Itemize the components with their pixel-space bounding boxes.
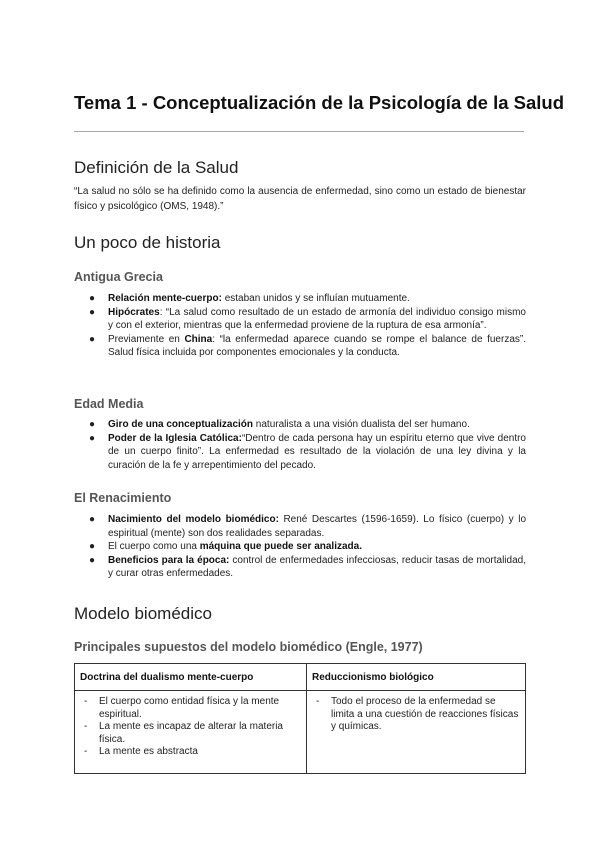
definicion-quote: “La salud no sólo se ha definido como la ausencia de enfermedad, sino como un estado de bienestar físico y psicológico (OMS, 1948).” <box>74 186 526 212</box>
horizontal-rule <box>74 131 524 132</box>
list-item: - La mente es abstracta <box>84 746 198 757</box>
list-item: ● Nacimiento del modelo biomédico: René Descartes (1596-1659). Lo físico (cuerpo) y lo espiritual (mente) son dos realidades separadas. <box>89 514 527 539</box>
list-item: ● Previamente en China: “la enfermedad aparece cuando se rompe el balance de fuerzas”. Salud física incluida por componentes emocionales y la conducta. <box>89 333 526 359</box>
list-item: - La mente es incapaz de alterar la materia física. <box>84 721 283 745</box>
heading-edad-media: Edad Media <box>74 397 144 411</box>
table-header: Reduccionismo biológico <box>307 664 526 691</box>
heading-modelo-biomedico: Modelo biomédico <box>74 604 212 623</box>
table-header: Doctrina del dualismo mente-cuerpo <box>75 664 307 691</box>
list-item: - Todo el proceso de la enfermedad se limita a una cuestión de reacciones físicas y químicas. <box>316 696 519 732</box>
document-title: Tema 1 - Conceptualización de la Psicología de la Salud <box>74 92 565 113</box>
heading-antigua-grecia: Antigua Grecia <box>74 270 163 284</box>
edad-media-list <box>74 418 526 472</box>
list-item: - El cuerpo como entidad física y la mente espiritual. <box>84 696 280 720</box>
table-cell <box>75 691 307 774</box>
grecia-list <box>74 292 526 360</box>
heading-renacimiento: El Renacimiento <box>74 491 172 505</box>
table-cell <box>307 691 526 774</box>
list-item: ● Beneficios para la época: control de enfermedades infecciosas, reducir tasas de mortalidad, y curar otras enfermedades. <box>89 554 526 580</box>
list-item: ● Poder de la Iglesia Católica:“Dentro de cada persona hay un espíritu eterno que vive dentro de un cuerpo finito”. La enfermedad es resultado de la violación de una ley divina y la curación de la fe y arrepentimiento del pecado. <box>89 432 526 471</box>
list-item: ● Hipócrates: “La salud como resultado de un estado de armonía del individuo consigo mismo y con el exterior, mientras que la enfermedad proviene de la ruptura de esa armonía”. <box>89 306 526 332</box>
heading-historia: Un poco de historia <box>74 233 221 252</box>
renacimiento-list <box>74 513 526 581</box>
list-item: ● Giro de una conceptualización naturalista a una visión dualista del ser humano. <box>89 419 470 430</box>
heading-supuestos: Principales supuestos del modelo biomédico (Engle, 1977) <box>74 640 423 654</box>
heading-definicion: Definición de la Salud <box>74 158 239 177</box>
list-item: ● El cuerpo como una máquina que puede ser analizada. <box>89 541 362 553</box>
list-item: ● Relación mente-cuerpo: estaban unidos y se influían mutuamente. <box>89 293 410 304</box>
supuestos-table <box>74 663 526 774</box>
